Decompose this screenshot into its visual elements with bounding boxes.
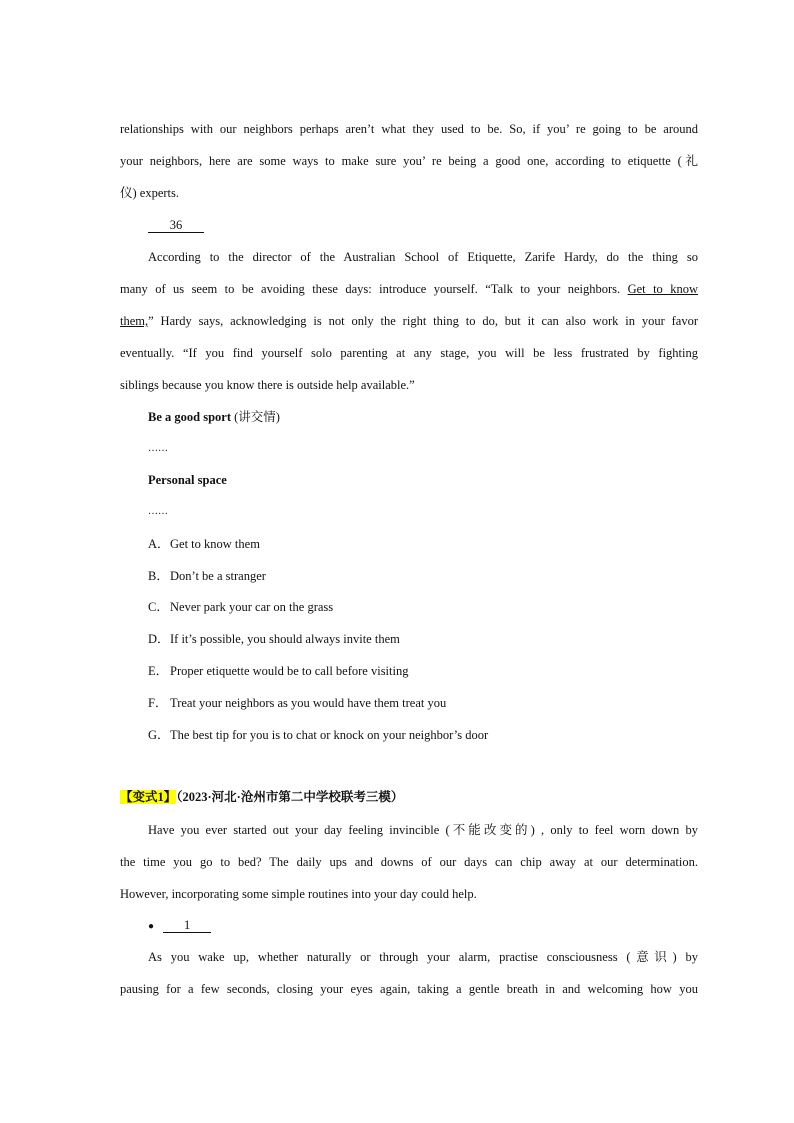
- ellipsis: ……: [148, 443, 168, 454]
- variant-heading: [120, 789, 698, 805]
- passage-line: siblings because you know there is outside help available.”: [120, 378, 415, 392]
- passage-line: According to the director of the Australian School of Etiquette, Zarife Hardy, do the thing so: [148, 250, 698, 264]
- ellipsis: ……: [148, 506, 168, 517]
- passage-line: Have you ever started out your day feeling invincible (不能改变的) , only to feel worn down by: [148, 823, 698, 837]
- option-item: A．Get to know them: [148, 537, 260, 551]
- option-item: G．The best tip for you is to chat or knock on your neighbor’s door: [148, 728, 489, 742]
- passage-line: eventually. “If you find yourself solo parenting at any stage, you will be less frustrated by fighting: [120, 346, 698, 360]
- variant-label: 【变式1】: [120, 790, 177, 804]
- option-item: E． Proper etiquette would be to call before visiting: [148, 664, 409, 678]
- bullet-icon: ●: [148, 921, 155, 932]
- blank-number: 1: [163, 918, 211, 933]
- passage-line: relationships with our neighbors perhaps aren’t what they used to be. So, if you’ re going to be around: [120, 122, 698, 136]
- section-heading: Be a good sport (讲交情): [148, 410, 280, 424]
- passage-line: pausing for a few seconds, closing your eyes again, taking a gentle breath in and welcoming how you: [120, 982, 698, 996]
- passage-line: 仪) experts.: [120, 186, 180, 200]
- blank-number: 36: [148, 218, 204, 233]
- variant-source: （2023·河北·沧州市第二中学校联考三模）: [176, 790, 404, 804]
- passage-line: your neighbors, here are some ways to make sure you’ re being a good one, according to etiquette (礼: [120, 154, 698, 168]
- option-item: B．Don’t be a stranger: [148, 569, 266, 583]
- section-heading: Personal space: [148, 473, 227, 487]
- passage-line: the time you go to bed? The daily ups and downs of our days can chip away at our determination.: [120, 855, 698, 869]
- passage-line: However, incorporating some simple routines into your day could help.: [120, 887, 477, 901]
- option-item: D．If it’s possible, you should always invite them: [148, 632, 400, 646]
- passage-line: many of us seem to be avoiding these days: introduce yourself. “Talk to your neighbors. Get to know: [120, 282, 698, 296]
- option-item: C．Never park your car on the grass: [148, 600, 334, 614]
- answer-blank-1: [148, 917, 698, 935]
- answer-blank-36: [148, 217, 698, 233]
- passage-line: them,” Hardy says, acknowledging is not only the right thing to do, but it can also work in your favor: [120, 314, 698, 328]
- passage-line: As you wake up, whether naturally or through your alarm, practise consciousness (意识) by: [148, 950, 698, 964]
- underlined-phrase: Get to know: [627, 282, 698, 296]
- underlined-phrase: them,: [120, 314, 149, 328]
- option-item: F． Treat your neighbors as you would have them treat you: [148, 696, 447, 710]
